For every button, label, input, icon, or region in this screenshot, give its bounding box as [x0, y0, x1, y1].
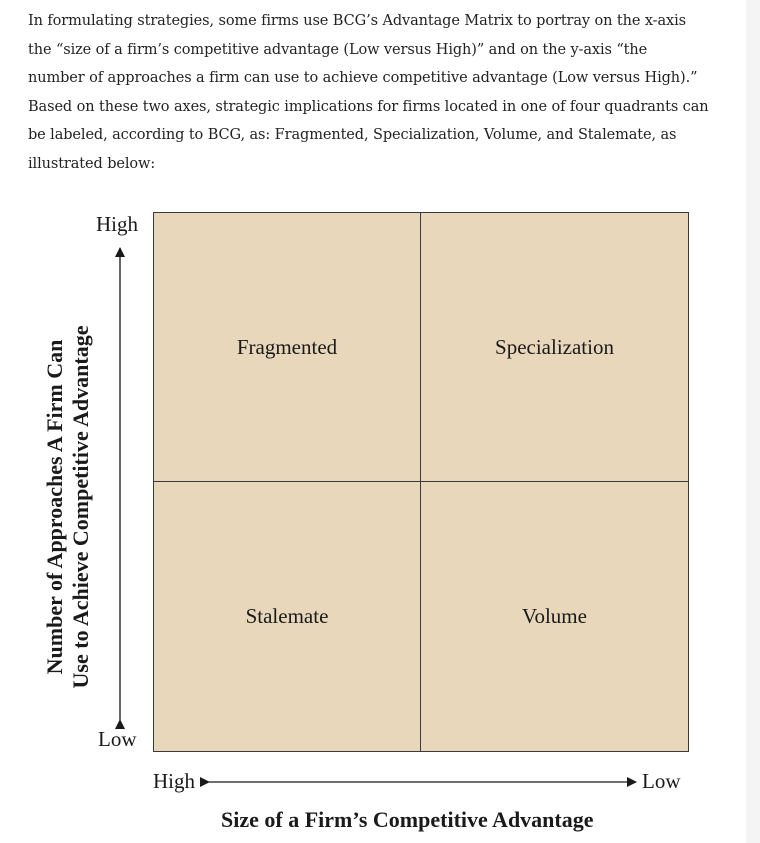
quadrant-label: Fragmented: [236, 334, 338, 359]
quadrant-label: Stalemate: [245, 604, 329, 628]
y-axis-title-line: Number of Approaches A Firm Can: [42, 339, 67, 675]
x-axis-title: Size of a Firm’s Competitive Advantage: [221, 807, 594, 832]
y-axis-title: [42, 326, 94, 689]
quadrant-label: Volume: [522, 604, 587, 628]
quadrant-label: Specialization: [495, 334, 614, 359]
y-axis-title-line: Use to Achieve Competitive Advantage: [68, 325, 93, 689]
intro-line: Based on these two axes, strategic implications for firms located in one of four quadrants can: [28, 98, 709, 115]
intro-line: number of approaches a firm can use to achieve competitive advantage (Low versus High).”: [28, 70, 698, 87]
x-axis-high-label: High: [153, 769, 195, 793]
y-axis-high-label: High: [96, 212, 138, 236]
intro-line: the “size of a firm’s competitive advantage (Low versus High)” and on the y-axis “the: [28, 41, 648, 58]
intro-line: In formulating strategies, some firms use BCG’s Advantage Matrix to portray on the x-axis: [28, 13, 686, 29]
y-axis-low-label: Low: [98, 727, 137, 751]
x-axis-low-label: Low: [642, 769, 681, 793]
intro-line: be labeled, according to BCG, as: Fragmented, Specialization, Volume, and Stalemate, as: [28, 127, 677, 144]
intro-line: illustrated below:: [28, 155, 156, 172]
